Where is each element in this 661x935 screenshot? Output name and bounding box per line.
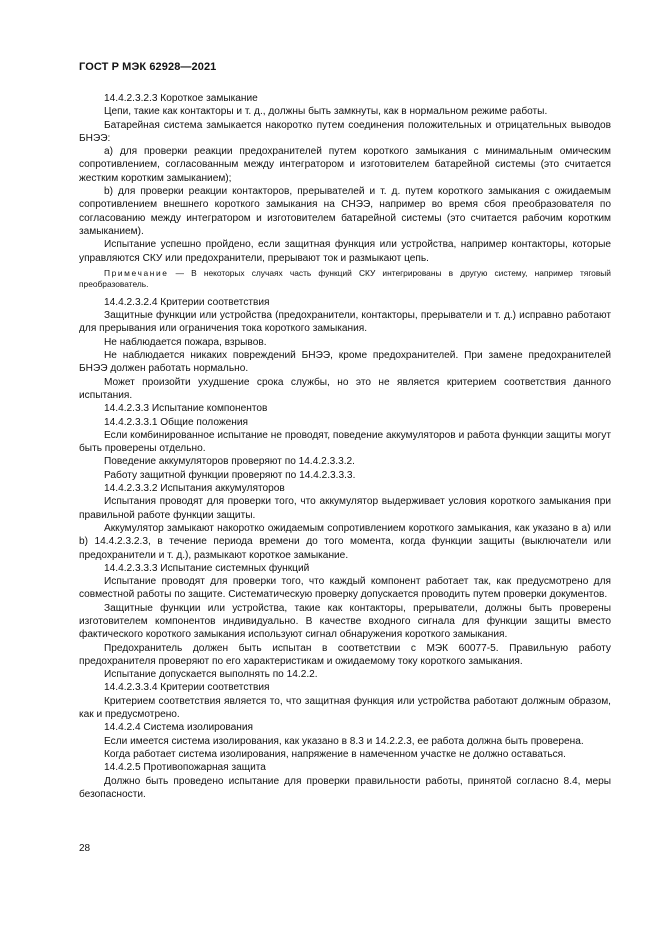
- paragraph: Испытание проводят для проверки того, что каждый компонент работает так, как предусмотрено для совместной работы по защите. Систематическую проверку допускается проводить путем проверки документов.: [79, 576, 611, 601]
- paragraph: Работу защитной функции проверяют по 14.4.2.3.3.3.: [104, 469, 356, 481]
- note: [79, 268, 611, 291]
- paragraph: Батарейная система замыкается накоротко путем соединения положительных и отрицательных выводов БНЭЭ:: [79, 119, 611, 144]
- paragraph: Должно быть проведено испытание для проверки правильности работы, принятой согласно 8.4, меры безопасности.: [79, 775, 611, 800]
- paragraph: Испытание успешно пройдено, если защитная функция или устройства, например контакторы, которые управляются СКУ или предохранители, прерывают ток и размыкают цепь.: [79, 239, 611, 264]
- section-heading: 14.4.2.3.3.2 Испытания аккумуляторов: [104, 483, 285, 495]
- paragraph: Может произойти ухудшение срока службы, но это не является критерием соответствия данного испытания.: [79, 376, 611, 401]
- paragraph: Предохранитель должен быть испытан в соответствии с МЭК 60077-5. Правильную работу предохранителя проверяют по его характеристикам и ожидаемому току короткого замыкания.: [79, 642, 611, 667]
- paragraph: Поведение аккумуляторов проверяют по 14.4.2.3.3.2.: [104, 456, 355, 468]
- paragraph: Не наблюдается пожара, взрывов.: [104, 336, 267, 348]
- section-heading: 14.4.2.4 Система изолирования: [104, 722, 254, 734]
- paragraph: Аккумулятор замыкают накоротко ожидаемым сопротивлением короткого замыкания, как указано в а) или b) 14.4.2.3.2.3, в течение периода времени до того момента, когда функции защиты (выключатели или предохранители и т. д.), размыкают короткое замыкание.: [79, 522, 611, 561]
- section-heading: 14.4.2.5 Противопожарная защита: [104, 762, 266, 774]
- paragraph: Если имеется система изолирования, как указано в 8.3 и 14.2.2.3, ее работа должна быть проверена.: [104, 735, 584, 747]
- document-header: ГОСТ Р МЭК 62928—2021: [79, 61, 217, 73]
- note-text: — В некоторых случаях часть функций СКУ интегрированы в другую систему, например тяговый преобразователь.: [79, 267, 611, 290]
- paragraph: Защитные функции или устройства (предохранители, контакторы, прерыватели и т. д.) исправно работают для прерывания или ограничения тока короткого замыкания.: [79, 310, 611, 335]
- paragraph: Защитные функции или устройства, такие как контакторы, прерыватели, должны быть проверены изготовителем компонентов индивидуально. В качестве входного сигнала для функции защиты вместо фактического короткого замыкания используют сигнал обнаружения короткого замыкания.: [79, 602, 611, 641]
- list-item: b) для проверки реакции контакторов, прерывателей и т. д. путем короткого замыкания с ожидаемым сопротивлением внешнего короткого замыкания на СНЭЭ, например во время сбоя преобразователя по согласованию между интегратором и изготовителем батарейной системы (это считается рабочим коротким замыканием).: [79, 186, 611, 237]
- section-heading: 14.4.2.3.3.1 Общие положения: [104, 416, 248, 428]
- page-number: 28: [79, 843, 91, 854]
- paragraph: Если комбинированное испытание не проводят, поведение аккумуляторов и работа функции защиты могут быть проверены отдельно.: [79, 429, 611, 455]
- section-heading: 14.4.2.3.2.4 Критерии соответствия: [104, 296, 270, 308]
- paragraph: Критерием соответствия является то, что защитная функция или устройства работают должным образом, как и предусмотрено.: [79, 695, 611, 721]
- section-heading: 14.4.2.3.3 Испытание компонентов: [104, 403, 268, 415]
- paragraph: Испытания проводят для проверки того, что аккумулятор выдерживает условия короткого замыкания при правильной работе функции защиты.: [79, 496, 611, 521]
- paragraph: Цепи, такие как контакторы и т. д., должны быть замкнуты, как в нормальном режиме работы.: [104, 106, 548, 118]
- paragraph: Испытание допускается выполнять по 14.2.2.: [104, 669, 318, 681]
- paragraph: Когда работает система изолирования, напряжение в намеченном участке не должно оставаться.: [104, 748, 566, 760]
- list-item: a) для проверки реакции предохранителей путем короткого замыкания с минимальным омическим сопротивлением, согласованным между интегратором и изготовителем батарейной системы (это считается жестким коротким замыканием);: [79, 146, 611, 184]
- section-heading: 14.4.2.3.3.4 Критерии соответствия: [104, 682, 270, 694]
- section-heading: 14.4.2.3.3.3 Испытание системных функций: [104, 562, 310, 574]
- paragraph: Не наблюдается никаких повреждений БНЭЭ, кроме предохранителей. При замене предохранителей БНЭЭ должен работать нормально.: [79, 350, 611, 375]
- section-heading: 14.4.2.3.2.3 Короткое замыкание: [104, 93, 258, 104]
- document-body: [79, 92, 611, 801]
- note-label: Примечание: [104, 267, 169, 278]
